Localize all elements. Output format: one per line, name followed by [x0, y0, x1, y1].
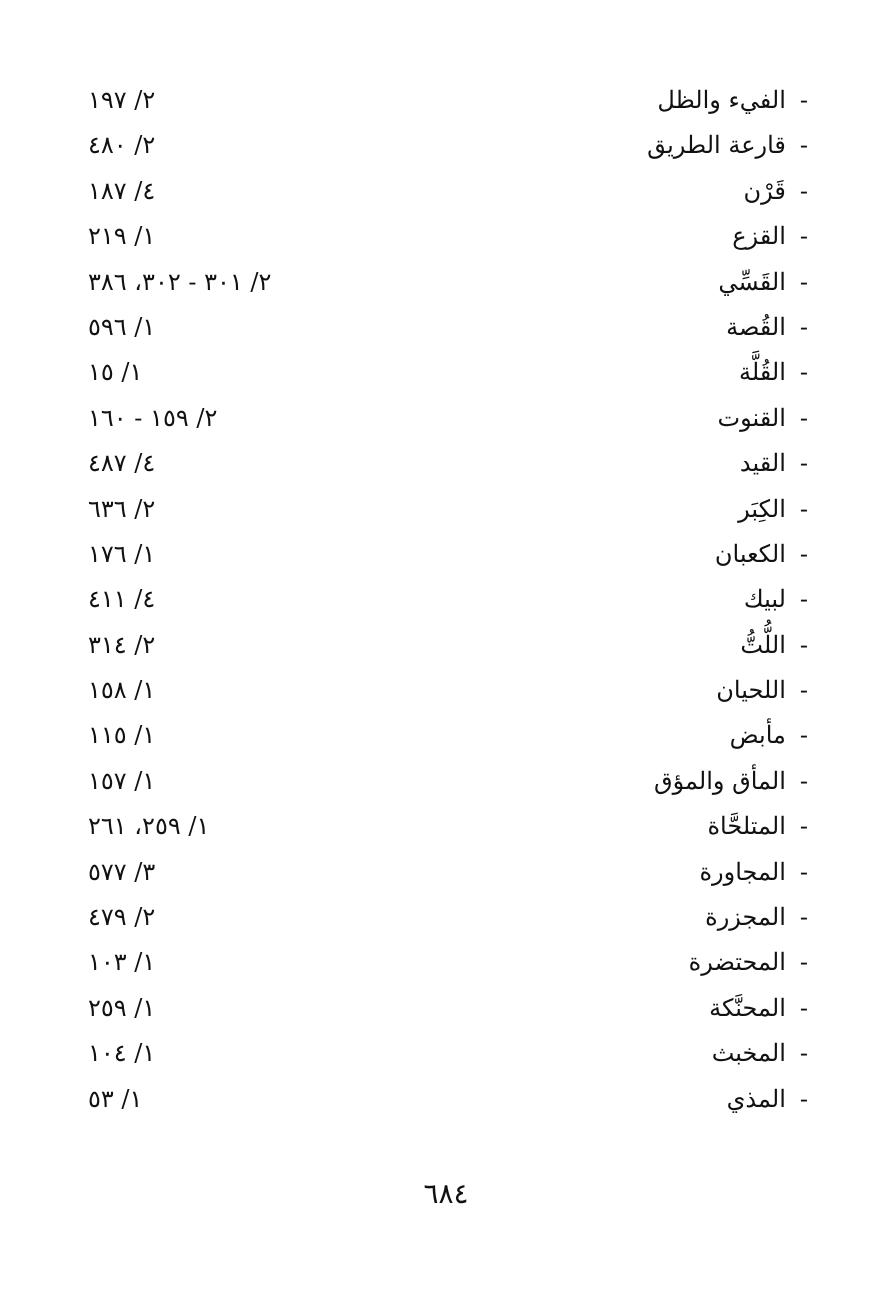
index-entry: [80, 78, 808, 123]
entry-dash: -: [799, 857, 808, 886]
entry-reference: ٢/ ١٩٧: [88, 86, 156, 114]
entry-term-text: اللحيان: [716, 676, 786, 705]
entry-dash: -: [799, 630, 808, 659]
entry-term: [740, 629, 808, 661]
page-number: ٦٨٤: [423, 1177, 469, 1210]
entry-term-text: القيد: [739, 449, 786, 478]
entry-dash: -: [799, 312, 808, 341]
entry-reference: ١/ ٢٥٩، ٢٦١: [88, 812, 210, 841]
entry-dash: -: [799, 1039, 808, 1068]
entry-term-text: القنوت: [717, 403, 786, 432]
entry-term: [699, 856, 808, 888]
entry-dash: -: [799, 494, 808, 523]
index-entry: [80, 396, 808, 441]
entry-reference: ١/ ٢٥٩: [88, 993, 156, 1022]
entry-term-text: المجزرة: [705, 903, 786, 932]
entry-reference: ١/ ١٠٤: [88, 1039, 156, 1068]
index-entry: [80, 260, 808, 305]
index-entry: [80, 214, 808, 259]
index-entry: [80, 804, 808, 849]
entry-term: [654, 765, 808, 797]
entry-term: [732, 220, 808, 252]
entry-term: [718, 402, 808, 434]
entry-reference: ٢/ ٣١٤: [88, 630, 156, 659]
entry-term-text: المأق والمؤق: [654, 766, 786, 795]
entry-dash: -: [799, 539, 808, 568]
entry-dash: -: [799, 1084, 808, 1113]
entry-reference: ٤/ ٤٨٧: [88, 449, 156, 478]
entry-term: [744, 175, 808, 207]
entry-reference: ٢/ ٦٣٦: [88, 494, 156, 523]
index-entry: [80, 532, 808, 577]
entry-reference: ١/ ٥٣: [88, 1084, 143, 1113]
entry-term: [715, 538, 808, 570]
entry-dash: -: [799, 948, 808, 977]
entry-term: [709, 992, 808, 1024]
entry-dash: -: [799, 812, 808, 841]
entry-term-text: المحتضرة: [688, 948, 786, 977]
index-entry: [80, 759, 808, 804]
entry-reference: ٣/ ٥٧٧: [88, 857, 156, 886]
entry-term-text: الفيء والظل: [657, 86, 786, 114]
index-entry: [80, 986, 808, 1031]
entry-term: [726, 311, 808, 343]
entry-term: [739, 356, 808, 388]
entry-term: [730, 719, 808, 751]
entry-term-text: القَسِّي: [718, 267, 786, 296]
entry-dash: -: [799, 903, 808, 932]
entry-term: [657, 84, 808, 116]
entry-term: [727, 1083, 808, 1115]
entry-reference: ١/ ٢١٩: [88, 222, 156, 251]
entry-term-text: الكعبان: [714, 539, 786, 568]
entry-term: [707, 810, 808, 842]
entry-dash: -: [799, 358, 808, 387]
index-entry: [80, 169, 808, 214]
index-entry: [80, 713, 808, 758]
entry-dash: -: [799, 403, 808, 432]
entry-dash: -: [799, 86, 808, 114]
entry-dash: -: [799, 766, 808, 795]
entry-dash: -: [799, 721, 808, 750]
index-entry: [80, 350, 808, 395]
entry-term-text: اللُّتُّ: [740, 630, 786, 659]
entry-term-text: المتلحَّاة: [707, 812, 786, 841]
entry-reference: ٢/ ١٥٩ - ١٦٠: [88, 403, 218, 432]
entry-term: [689, 946, 808, 978]
entry-reference: ٢/ ٣٠١ - ٣٠٢، ٣٨٦: [88, 267, 272, 296]
index-entry: [80, 1077, 808, 1122]
index-entry: [80, 850, 808, 895]
index-entry: [80, 577, 808, 622]
index-entry: [80, 940, 808, 985]
entry-term-text: لبيك: [743, 585, 786, 614]
entry-term: [744, 583, 808, 615]
entry-reference: ٤/ ١٨٧: [88, 176, 156, 205]
entry-dash: -: [799, 993, 808, 1022]
entry-term: [738, 493, 808, 525]
entry-term-text: القُصة: [726, 312, 786, 341]
entry-reference: ١/ ١٥٨: [88, 676, 156, 705]
entry-term-text: قارعة الطريق: [647, 131, 786, 160]
entry-reference: ١/ ١٧٦: [88, 539, 156, 568]
entry-reference: ١/ ٥٩٦: [88, 312, 156, 341]
entry-term: [705, 901, 808, 933]
entry-term-text: الكِبَر: [738, 494, 786, 523]
entry-reference: ١/ ١٥٧: [88, 766, 156, 795]
glossary-index-list: [80, 78, 808, 1122]
index-entry: [80, 487, 808, 532]
entry-dash: -: [799, 176, 808, 205]
entry-dash: -: [799, 676, 808, 705]
entry-term-text: القُلَّة: [738, 358, 786, 387]
entry-term-text: المذي: [726, 1084, 786, 1113]
index-entry: [80, 895, 808, 940]
entry-dash: -: [799, 267, 808, 296]
entry-reference: ٤/ ٤١١: [88, 585, 156, 614]
entry-term: [718, 266, 808, 298]
index-entry: [80, 123, 808, 168]
index-entry: [80, 305, 808, 350]
index-entry: [80, 1031, 808, 1076]
entry-term-text: مأبض: [729, 721, 786, 750]
entry-term-text: القزع: [732, 222, 786, 251]
index-entry: [80, 668, 808, 713]
entry-reference: ١/ ١١٥: [88, 721, 156, 750]
entry-term: [647, 129, 808, 161]
entry-term-text: المجاورة: [699, 857, 786, 886]
entry-reference: ٢/ ٤٧٩: [88, 903, 156, 932]
entry-term-text: المخبث: [711, 1039, 786, 1068]
entry-reference: ٢/ ٤٨٠: [88, 131, 156, 160]
entry-dash: -: [799, 449, 808, 478]
entry-reference: ١/ ١٥: [88, 358, 143, 387]
entry-dash: -: [799, 585, 808, 614]
index-entry: [80, 623, 808, 668]
entry-dash: -: [799, 131, 808, 160]
entry-term-text: قَرْن: [743, 176, 786, 205]
entry-term: [716, 674, 808, 706]
entry-term: [712, 1037, 808, 1069]
entry-term-text: المحنَّكة: [709, 993, 786, 1022]
entry-term: [740, 447, 808, 479]
index-entry: [80, 441, 808, 486]
entry-dash: -: [799, 222, 808, 251]
entry-reference: ١/ ١٠٣: [88, 948, 156, 977]
